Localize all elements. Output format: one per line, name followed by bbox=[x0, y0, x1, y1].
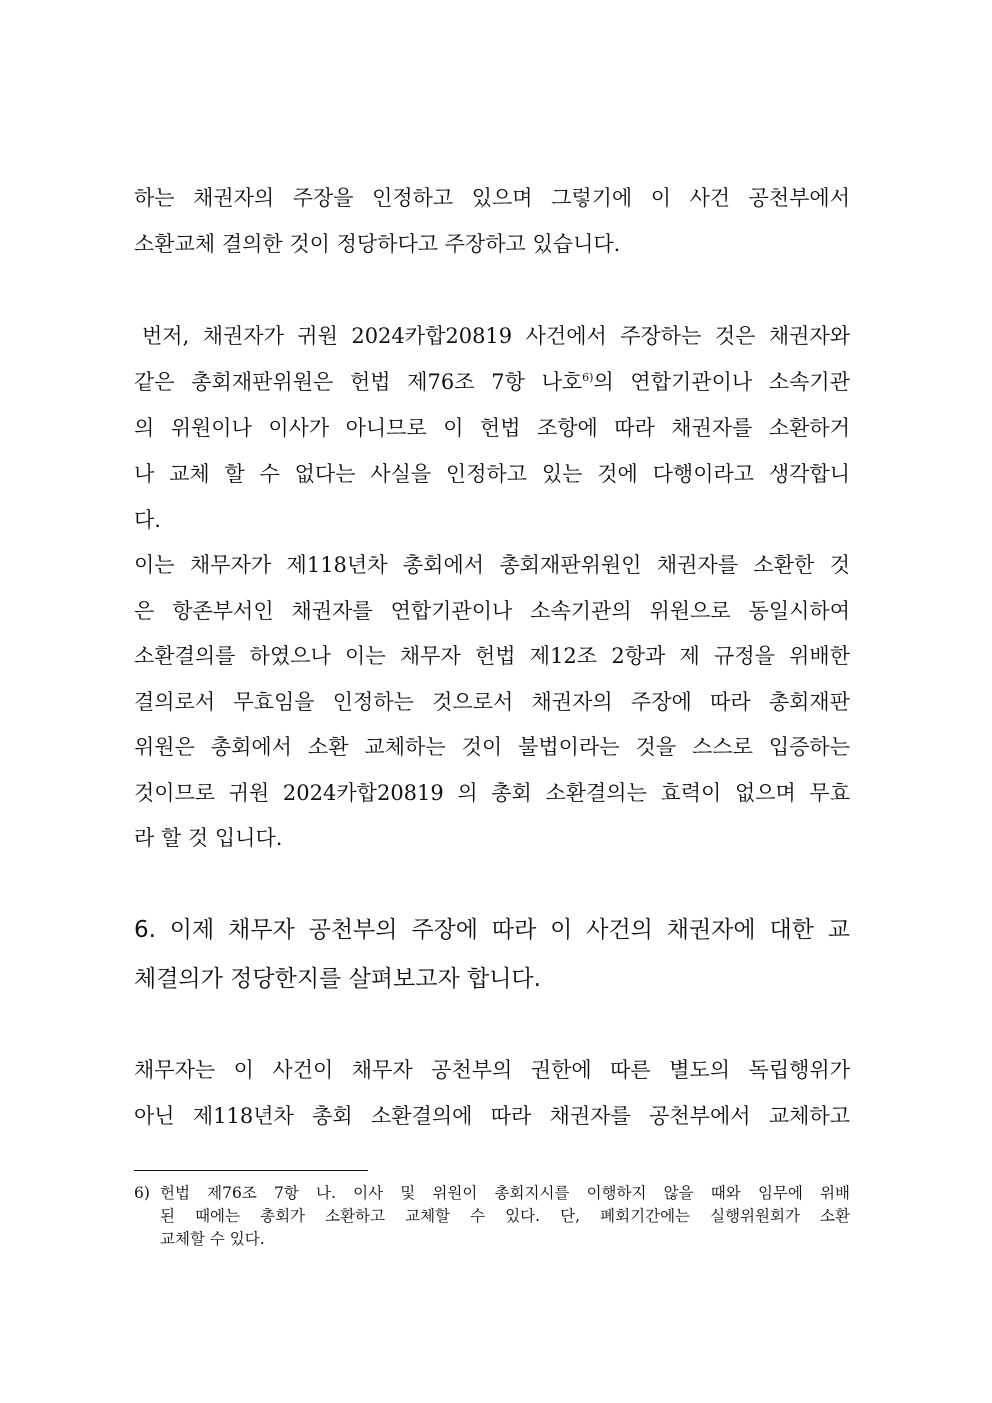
body-text-line: 다. bbox=[134, 508, 161, 532]
body-text-line: 소환교체 결의한 것이 정당하다고 주장하고 있습니다. bbox=[134, 232, 621, 256]
footnote-text-line: 교체할 수 있다. bbox=[160, 1230, 265, 1248]
footnote-marker: 6) bbox=[134, 1184, 150, 1202]
body-text-segment: 의 연합기관이나 소속기관 bbox=[593, 370, 850, 394]
body-text-line: 위원은 총회에서 소환 교체하는 것이 불법이라는 것을 스스로 입증하는 bbox=[134, 735, 850, 759]
body-text-line bbox=[134, 368, 850, 396]
body-text-line: 채무자는 이 사건이 채무자 공천부의 권한에 따른 별도의 독립행위가 bbox=[134, 1058, 850, 1082]
body-text-line: 결의로서 무효임을 인정하는 것으로서 채권자의 주장에 따라 총회재판 bbox=[134, 690, 850, 714]
footnote-divider bbox=[134, 1170, 368, 1171]
body-text-line: 하는 채권자의 주장을 인정하고 있으며 그렇기에 이 사건 공천부에서 bbox=[134, 186, 850, 210]
footnote-text-line: 헌법 제76조 7항 나. 이사 및 위원이 총회지시를 이행하지 않을 때와 임무에 위배 bbox=[160, 1184, 850, 1202]
body-text-line: 이는 채무자가 제118년차 총회에서 총회재판위원인 채권자를 소환한 것 bbox=[134, 553, 850, 577]
footnote-text-line: 된 때에는 총회가 소환하고 교체할 수 있다. 단, 폐회기간에는 실행위원회가 소환 bbox=[160, 1207, 850, 1225]
footnote-reference: 6) bbox=[582, 371, 594, 384]
body-text-line: 번저, 채권자가 귀원 2024카합20819 사건에서 주장하는 것은 채권자와 bbox=[142, 324, 850, 348]
body-text-line: 나 교체 할 수 없다는 사실을 인정하고 있는 것에 다행이라고 생각합니 bbox=[134, 462, 850, 486]
body-text-line: 은 항존부서인 채권자를 연합기관이나 소속기관의 위원으로 동일시하여 bbox=[134, 599, 850, 623]
body-text-line: 의 위원이나 이사가 아니므로 이 헌법 조항에 따라 채권자를 소환하거 bbox=[134, 416, 850, 440]
body-text-line: 아닌 제118년차 총회 소환결의에 따라 채권자를 공천부에서 교체하고 bbox=[134, 1104, 850, 1128]
section-heading: 6. 이제 채무자 공천부의 주장에 따라 이 사건의 채권자에 대한 교 bbox=[134, 917, 850, 943]
body-text-line: 라 할 것 입니다. bbox=[134, 826, 283, 850]
body-text-segment: 같은 총회재판위원은 헌법 제76조 7항 나호 bbox=[134, 370, 583, 394]
body-text-line: 소환결의를 하였으나 이는 채무자 헌법 제12조 2항과 제 규정을 위배한 bbox=[134, 644, 850, 668]
body-text-line: 것이므로 귀원 2024카합20819 의 총회 소환결의는 효력이 없으며 무효 bbox=[134, 781, 850, 805]
section-heading: 체결의가 정당한지를 살펴보고자 합니다. bbox=[134, 966, 541, 992]
